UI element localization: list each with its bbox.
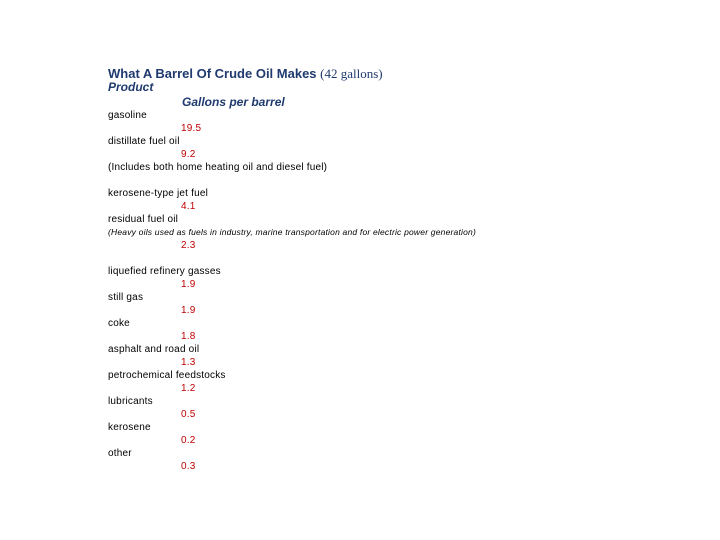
gallons-value: 0.3	[181, 461, 196, 472]
list-item-distillate-fuel-oil	[108, 136, 628, 188]
gallons-value: 9.2	[181, 149, 196, 160]
product-label: other	[108, 448, 132, 459]
gallons-value: 19.5	[181, 123, 202, 134]
list-item-kerosene-type-jet-fuel	[108, 188, 628, 214]
list-item-gasoline	[108, 110, 628, 136]
gallons-value: 2.3	[181, 240, 196, 251]
product-label: residual fuel oil	[108, 214, 179, 225]
product-label: kerosene	[108, 422, 151, 433]
list-item-lubricants	[108, 396, 628, 422]
product-label: kerosene-type jet fuel	[108, 188, 209, 199]
title-main: What A Barrel Of Crude Oil Makes	[108, 66, 317, 81]
product-label: still gas	[108, 292, 144, 303]
gallons-value: 4.1	[181, 201, 196, 212]
column-header-product: Product	[108, 80, 154, 94]
product-note: (Heavy oils used as fuels in industry, marine transportation and for electric power generation)	[108, 227, 476, 237]
list-item-residual-fuel-oil	[108, 214, 628, 266]
gallons-value: 1.9	[181, 305, 196, 316]
list-item-asphalt-and-road-oil	[108, 344, 628, 370]
gallons-value: 1.9	[181, 279, 196, 290]
list-item-coke	[108, 318, 628, 344]
gallons-value: 0.2	[181, 435, 196, 446]
product-label: gasoline	[108, 110, 147, 121]
gallons-value: 1.3	[181, 357, 196, 368]
column-header-gallons: Gallons per barrel	[182, 95, 285, 109]
product-label: asphalt and road oil	[108, 344, 200, 355]
product-label: liquefied refinery gasses	[108, 266, 221, 277]
gallons-value: 1.8	[181, 331, 196, 342]
product-list	[108, 110, 628, 474]
list-item-still-gas	[108, 292, 628, 318]
title-suffix: (42 gallons)	[320, 66, 383, 81]
product-note: (Includes both home heating oil and diesel fuel)	[108, 162, 328, 173]
list-item-kerosene	[108, 422, 628, 448]
product-label: lubricants	[108, 396, 153, 407]
list-item-liquefied-refinery-gasses	[108, 266, 628, 292]
gallons-value: 1.2	[181, 383, 196, 394]
list-item-other	[108, 448, 628, 474]
product-label: petrochemical feedstocks	[108, 370, 226, 381]
product-label: distillate fuel oil	[108, 136, 180, 147]
list-item-petrochemical-feedstocks	[108, 370, 628, 396]
gallons-value: 0.5	[181, 409, 196, 420]
product-label: coke	[108, 318, 130, 329]
